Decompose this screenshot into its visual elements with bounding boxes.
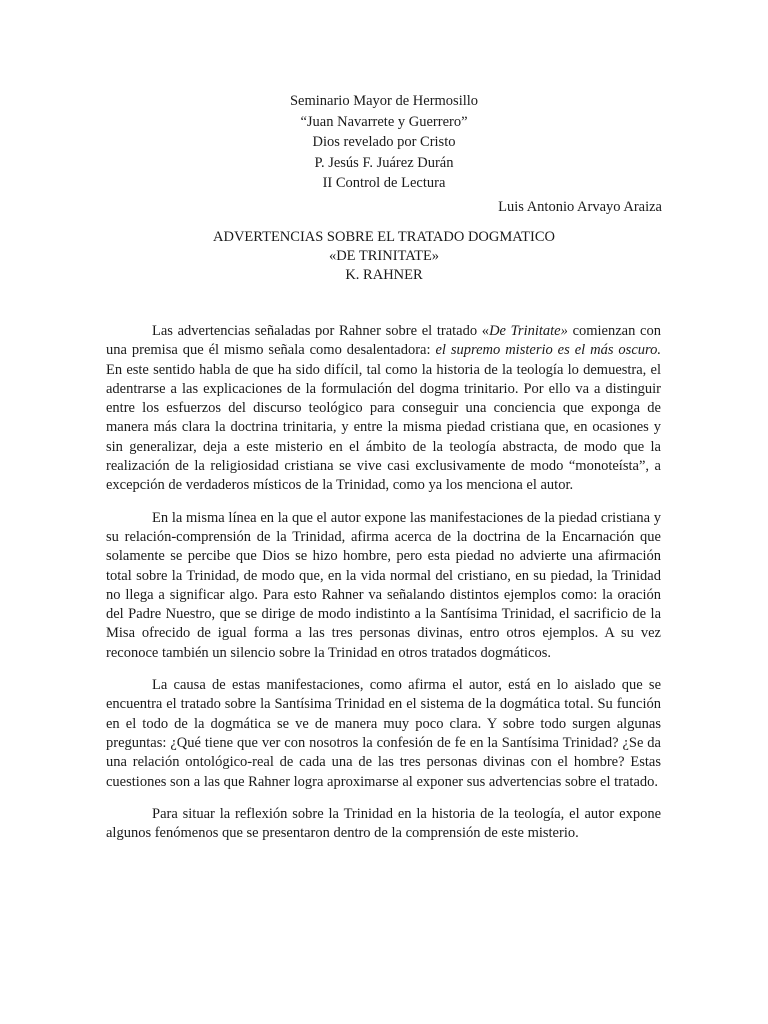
title-line-3: K. RAHNER (345, 267, 423, 283)
paragraph-1-text-a: Las advertencias señaladas por Rahner sobre el tratado « (152, 323, 490, 339)
paragraph-1 (106, 322, 661, 496)
assignment-name: II Control de Lectura (322, 175, 446, 191)
document-title (0, 228, 768, 285)
paragraph-1-italic-title: De Trinitate» (489, 323, 568, 339)
paragraph-3: La causa de estas manifestaciones, como afirma el autor, está en lo aislado que se encuentra el tratado sobre la Santísima Trinidad en el sistema de la dogmática total. Su función en el todo de la dogmática se ve de manera muy poco clara. Y sobre todo surgen algunas preguntas: ¿Qué tiene que ver con nosotros la confesión de fe en la Santísima Trinidad? ¿Se da una relación ontológico-real de cada una de las tres personas divinas con el hombre? Estas cuestiones son a las que Rahner logra aproximarse al exponer sus advertencias sobre el tratado. (106, 677, 661, 790)
professor-name: P. Jesús F. Juárez Durán (314, 154, 454, 171)
course-name: Dios revelado por Cristo (312, 134, 456, 150)
paragraph-1-italic-quote: el supremo misterio es el más oscuro. (435, 342, 661, 359)
title-line-2: «DE TRINITATE» (328, 248, 440, 264)
seminary-name: Seminario Mayor de Hermosillo (289, 93, 479, 109)
paragraph-4: Para situar la reflexión sobre la Trinidad en la historia de la teología, el autor expone algunos fenómenos que se presentaron dentro de la comprensión de este misterio. (106, 805, 661, 842)
body-text (106, 322, 661, 856)
paragraph-1-text-e: En este sentido habla de que ha sido difícil, tal como la historia de la teología lo demuestra, el adentrarse a las explicaciones de la formulación del dogma trinitario. Por ello va a distinguir entre los esfuerzos del discurso teológico para conseguir una conciencia que exponga de manera más clara la doctrina trinitaria, y entre la misma piedad cristiana que, en ocasiones y sin generalizar, deja a este misterio en el ámbito de la teología abstracta, de modo que la realización de la religiosidad cristiana se vive casi exclusivamente de modo “monoteísta”, a excepción de verdaderos místicos de la Trinidad, como ya los menciona el autor. (106, 361, 661, 494)
title-line-1: ADVERTENCIAS SOBRE EL TRATADO DOGMATICO (213, 229, 555, 245)
paragraph-2: En la misma línea en la que el autor expone las manifestaciones de la piedad cristiana y su relación-comprensión de la Trinidad, afirma acerca de la doctrina de la Encarnación que solamente se percibe que Dios se hizo hombre, pero esta piedad no advierte una afirmación total sobre la Trinidad, de modo que, en la vida normal del cristiano, en su piedad, la Trinidad no llega a significar algo. Para esto Rahner va señalando distintos ejemplos como: la oración del Padre Nuestro, que se dirige de modo indistinto a la Santísima Trinidad, el sacrificio de la Misa ofrecido de igual forma a las tres personas divinas, entro otros ejemplos. A su vez reconoce también un silencio sobre la Trinidad en otros tratados dogmáticos. (106, 509, 661, 661)
author-name: Luis Antonio Arvayo Araiza (498, 199, 662, 215)
paragraph-1-text-c: comienzan con una premisa que él mismo señala como desalentadora: (106, 323, 661, 359)
institution-header (0, 91, 768, 194)
seminary-subtitle: “Juan Navarrete y Guerrero” (300, 113, 468, 130)
